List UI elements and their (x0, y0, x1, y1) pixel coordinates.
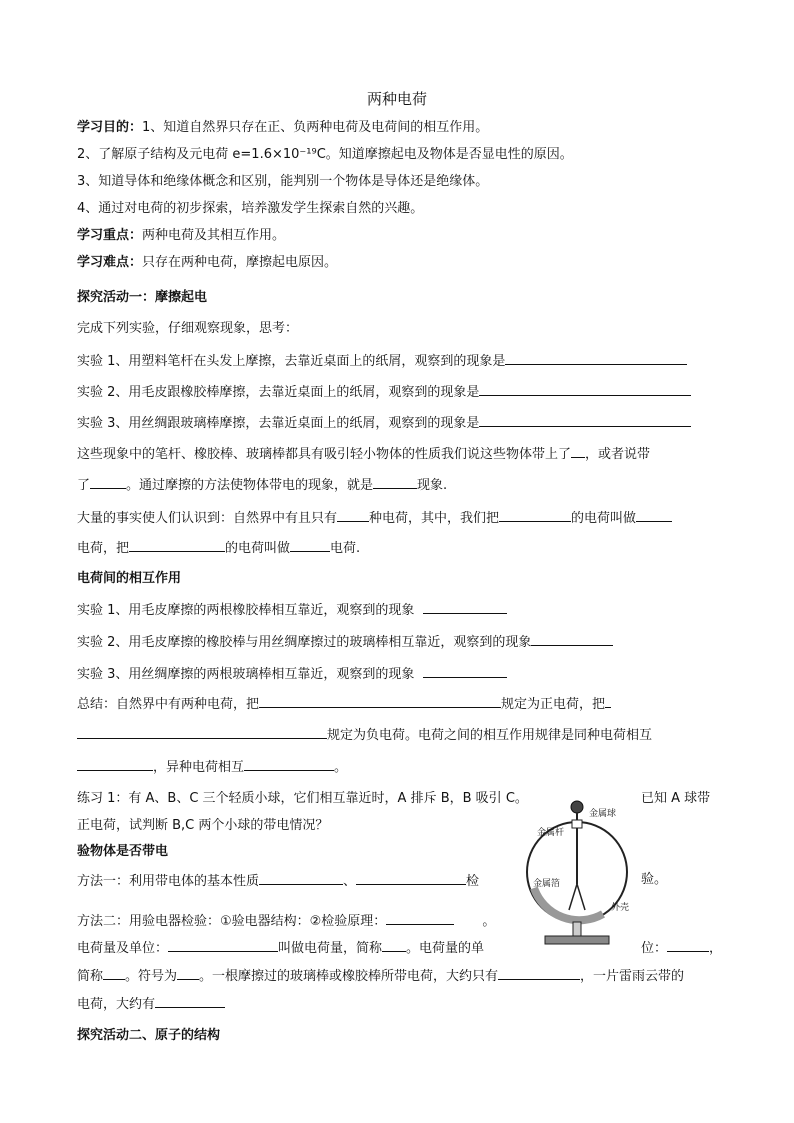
charge2-text-d: ，一片雷雨云带的 (580, 969, 685, 984)
fact-text-d: 电荷，把 (77, 541, 130, 556)
charge-quantity-line2 (77, 966, 684, 986)
detect-m1-text-a: 方法一：利用带电体的基本性质 (77, 874, 260, 889)
interaction-exp3-text: 实验 3、用丝绸摩擦的两根玻璃棒相互靠近，观察到的现象 (77, 667, 415, 682)
charge-text-e: ， (709, 941, 723, 956)
key-point-text: 两种电荷及其相互作用。 (142, 228, 286, 243)
detect-heading: 验物体是否带电 (77, 844, 169, 859)
interaction-blank-opposite[interactable] (244, 757, 334, 771)
activity1-intro: 完成下列实验，仔细观察现象，思考： (77, 321, 299, 336)
fact-blank-negative-source[interactable] (129, 538, 225, 552)
fact-text-c: 的电荷叫做 (571, 511, 637, 526)
key-point-line (77, 227, 285, 245)
objective-item-3: 3、知道导体和绝缘体概念和区别，能判别一个物体是导体还是绝缘体。 (77, 174, 489, 189)
difficulty-text: 只存在两种电荷，摩擦起电原因。 (142, 255, 338, 270)
foil-right (577, 884, 585, 910)
charge2-blank-abbr[interactable] (103, 966, 125, 980)
foil-left (569, 884, 577, 910)
interaction-summary-line3 (77, 757, 347, 777)
charge-text-a: 电荷量及单位： (77, 941, 169, 956)
detect-method2 (77, 911, 495, 931)
charge-blank-definition[interactable] (168, 938, 278, 952)
detect-m1-blank-1[interactable] (259, 871, 343, 885)
fact-blank-negative-name[interactable] (290, 538, 330, 552)
charge2-blank-rod[interactable] (498, 966, 580, 980)
fact-text-a: 大量的事实使人们认识到：自然界中有且只有 (77, 511, 338, 526)
detect-m2-blank[interactable] (386, 911, 454, 925)
detect-m1-text-b: 、 (343, 874, 357, 889)
activity1-exp2-text: 实验 2、用毛皮跟橡胶棒摩擦，去靠近桌面上的纸屑，观察到的现象是 (77, 385, 480, 400)
electroscope-drawing (525, 780, 640, 950)
charge3-blank-cloud[interactable] (155, 994, 225, 1008)
interaction-sum-d: ，异种电荷相互 (153, 760, 245, 775)
charge2-text-b: 。符号为 (125, 969, 178, 984)
detect-m1-text-c: 检 (466, 874, 480, 889)
activity1-exp3 (77, 413, 691, 433)
activity1-summary-line1 (77, 444, 650, 464)
objectives-label: 学习目的： (77, 120, 143, 135)
charge2-text-c: 。一根摩擦过的玻璃棒或橡胶棒所带电荷，大约只有 (199, 969, 499, 984)
charge-quantity-line1 (77, 938, 484, 958)
fact-text-b: 种电荷，其中，我们把 (369, 511, 500, 526)
stand-base (545, 936, 609, 944)
casing-shade (534, 888, 603, 920)
interaction-sum-e: 。 (334, 760, 348, 775)
difficulty-label: 学习难点： (77, 255, 143, 270)
charge-text-b: 叫做电荷量，简称 (278, 941, 383, 956)
summary-text-c: 了 (77, 478, 91, 493)
fact-text-f: 电荷. (330, 541, 361, 556)
charge3-text-a: 电荷，大约有 (77, 997, 156, 1012)
activity1-exp3-text: 实验 3、用丝绸跟玻璃棒摩擦，去靠近桌面上的纸屑，观察到的现象是 (77, 416, 480, 431)
interaction-sum-b: 规定为正电荷，把 (501, 697, 606, 712)
interaction-exp1-blank[interactable] (423, 600, 507, 614)
summary-text-e: 现象. (417, 478, 448, 493)
interaction-exp2-text: 实验 2、用毛皮摩擦的橡胶棒与用丝绸摩擦过的玻璃棒相互靠近，观察到的现象 (77, 635, 532, 650)
key-point-label: 学习重点： (77, 228, 143, 243)
rod-plug (572, 820, 582, 828)
difficulty-line (77, 254, 337, 272)
interaction-summary-line1 (77, 694, 611, 714)
charge-quantity-line1-right (641, 938, 722, 958)
interaction-exp2 (77, 632, 613, 652)
interaction-heading: 电荷间的相互作用 (77, 571, 182, 586)
fact-blank-positive-source[interactable] (499, 508, 571, 522)
fact-text-e: 的电荷叫做 (225, 541, 291, 556)
activity1-exp2 (77, 382, 691, 402)
interaction-blank-same[interactable] (77, 757, 153, 771)
interaction-exp3 (77, 664, 507, 684)
charge2-text-a: 简称 (77, 969, 104, 984)
detect-method1 (77, 871, 479, 891)
activity1-summary-line2 (77, 475, 447, 495)
interaction-blank-negative[interactable] (77, 725, 327, 739)
label-metal-foil: 金属箔 (533, 879, 561, 889)
activity1-exp1-blank[interactable] (505, 351, 687, 365)
charge-quantity-line3 (77, 994, 225, 1014)
detect-method1-end: 验。 (641, 872, 668, 887)
activity1-exp1-text: 实验 1、用塑料笔杆在头发上摩擦，去靠近桌面上的纸屑，观察到的现象是 (77, 354, 506, 369)
exercise-line1-right: 已知 A 球带 (641, 791, 711, 806)
interaction-summary-line2 (77, 725, 652, 745)
charge-blank-short[interactable] (382, 938, 406, 952)
charge-text-c: 。电荷量的单 (406, 941, 485, 956)
interaction-sum-a: 总结：自然界中有两种电荷，把 (77, 697, 260, 712)
summary-text-d: 。通过摩擦的方法使物体带电的现象，就是 (126, 478, 374, 493)
stand-neck (573, 922, 581, 936)
metal-ball (571, 801, 583, 813)
summary-blank-phenomenon[interactable] (373, 475, 417, 489)
activity1-exp1 (77, 351, 687, 371)
summary-text-a: 这些现象中的笔杆、橡胶棒、玻璃棒都具有吸引轻小物体的性质我们说这些物体带上了 (77, 447, 572, 462)
charge2-blank-symbol[interactable] (177, 966, 199, 980)
interaction-exp1 (77, 600, 507, 620)
activity2-heading: 探究活动二、原子的结构 (77, 1028, 221, 1043)
interaction-exp2-blank[interactable] (531, 632, 613, 646)
summary-text-b: ，或者说带 (585, 447, 651, 462)
charge-blank-unit[interactable] (667, 938, 709, 952)
objectives-line-1 (77, 119, 488, 137)
activity1-fact-line2 (77, 538, 360, 558)
summary-blank-electricity[interactable] (90, 475, 126, 489)
interaction-sum-c: 规定为负电荷。电荷之间的相互作用规律是同种电荷相互 (327, 728, 653, 743)
interaction-exp3-blank[interactable] (423, 664, 507, 678)
exercise-line1: 练习 1：有 A、B、C 三个轻质小球，它们相互靠近时，A 排斥 B，B 吸引 C。 (77, 791, 528, 806)
label-casing: 外壳 (611, 903, 630, 913)
fact-blank-positive-name[interactable] (636, 508, 672, 522)
interaction-blank-positive[interactable] (259, 694, 501, 708)
exercise-line2: 正电荷，试判断 B,C 两个小球的带电情况？ (77, 818, 329, 833)
objective-item-4: 4、通过对电荷的初步探索，培养激发学生探索自然的兴趣。 (77, 201, 424, 216)
label-metal-ball: 金属球 (589, 809, 617, 819)
activity1-heading: 探究活动一：摩擦起电 (77, 290, 208, 305)
interaction-exp1-text: 实验 1、用毛皮摩擦的两根橡胶棒相互靠近，观察到的现象 (77, 603, 415, 618)
electroscope-diagram (525, 780, 640, 950)
page-title: 两种电荷 (366, 90, 427, 108)
objective-item-1: 1、知道自然界只存在正、负两种电荷及电荷间的相互作用。 (142, 120, 489, 135)
fact-blank-count[interactable] (337, 508, 369, 522)
objective-item-2: 2、了解原子结构及元电荷 e=1.6×10⁻¹⁹C。知道摩擦起电及物体是否显电性的原因。 (77, 147, 573, 162)
detect-m2-text-a: 方法二：用验电器检验：①验电器结构：②检验原理： (77, 914, 387, 929)
label-metal-rod: 金属杆 (537, 828, 565, 838)
activity1-exp2-blank[interactable] (479, 382, 691, 396)
detect-m1-blank-2[interactable] (356, 871, 466, 885)
activity1-exp3-blank[interactable] (479, 413, 691, 427)
detect-m2-text-b: 。 (482, 914, 496, 929)
interaction-blank-negative-start[interactable] (605, 694, 611, 708)
summary-blank-charge[interactable] (571, 444, 585, 458)
activity1-fact-line1 (77, 508, 672, 528)
charge-text-d: 位： (641, 941, 668, 956)
